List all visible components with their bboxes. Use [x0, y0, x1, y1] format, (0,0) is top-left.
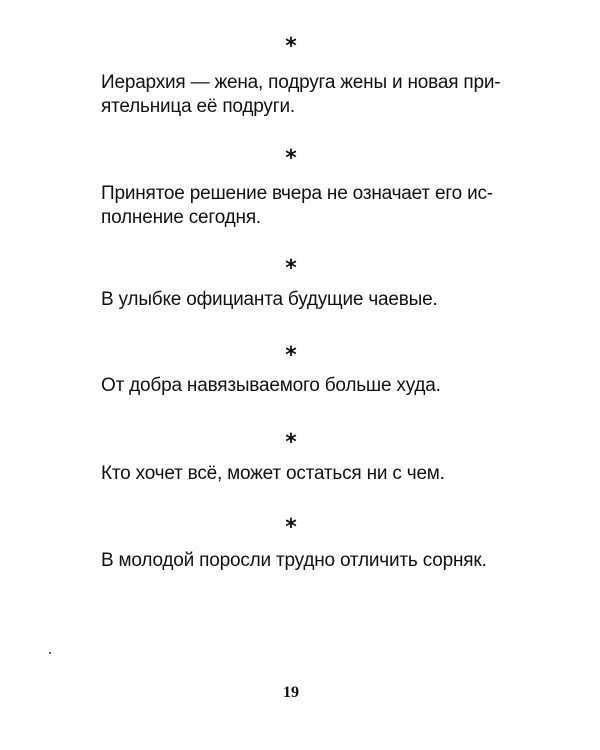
separator-asterisk: * — [285, 34, 297, 59]
aphorism-3-line-1: В улыбке официанта будущие чаевые. — [101, 289, 438, 310]
separator-asterisk: * — [285, 515, 297, 540]
aphorism-1-line-2: ятельница её подруги. — [101, 96, 295, 117]
page-number: 19 — [283, 684, 299, 701]
aphorism-2-line-2: полнение сегодня. — [101, 207, 262, 228]
aphorism-2-line-1: Принятое решение вчера не означает его ис- — [101, 183, 493, 204]
separator-asterisk: * — [285, 146, 297, 171]
separator-asterisk: * — [285, 343, 297, 368]
aphorism-1-line-1: Иерархия — жена, подруга жены и новая при- — [101, 72, 501, 93]
separator-asterisk: * — [285, 256, 297, 281]
aphorism-4-line-1: От добра навязываемого больше худа. — [101, 375, 441, 396]
aphorism-6-line-1: В молодой поросли трудно отличить сорняк. — [101, 550, 487, 571]
aphorism-5-line-1: Кто хочет всё, может остаться ни с чем. — [101, 463, 445, 484]
separator-asterisk: * — [285, 430, 297, 455]
paper-speck — [49, 652, 51, 654]
